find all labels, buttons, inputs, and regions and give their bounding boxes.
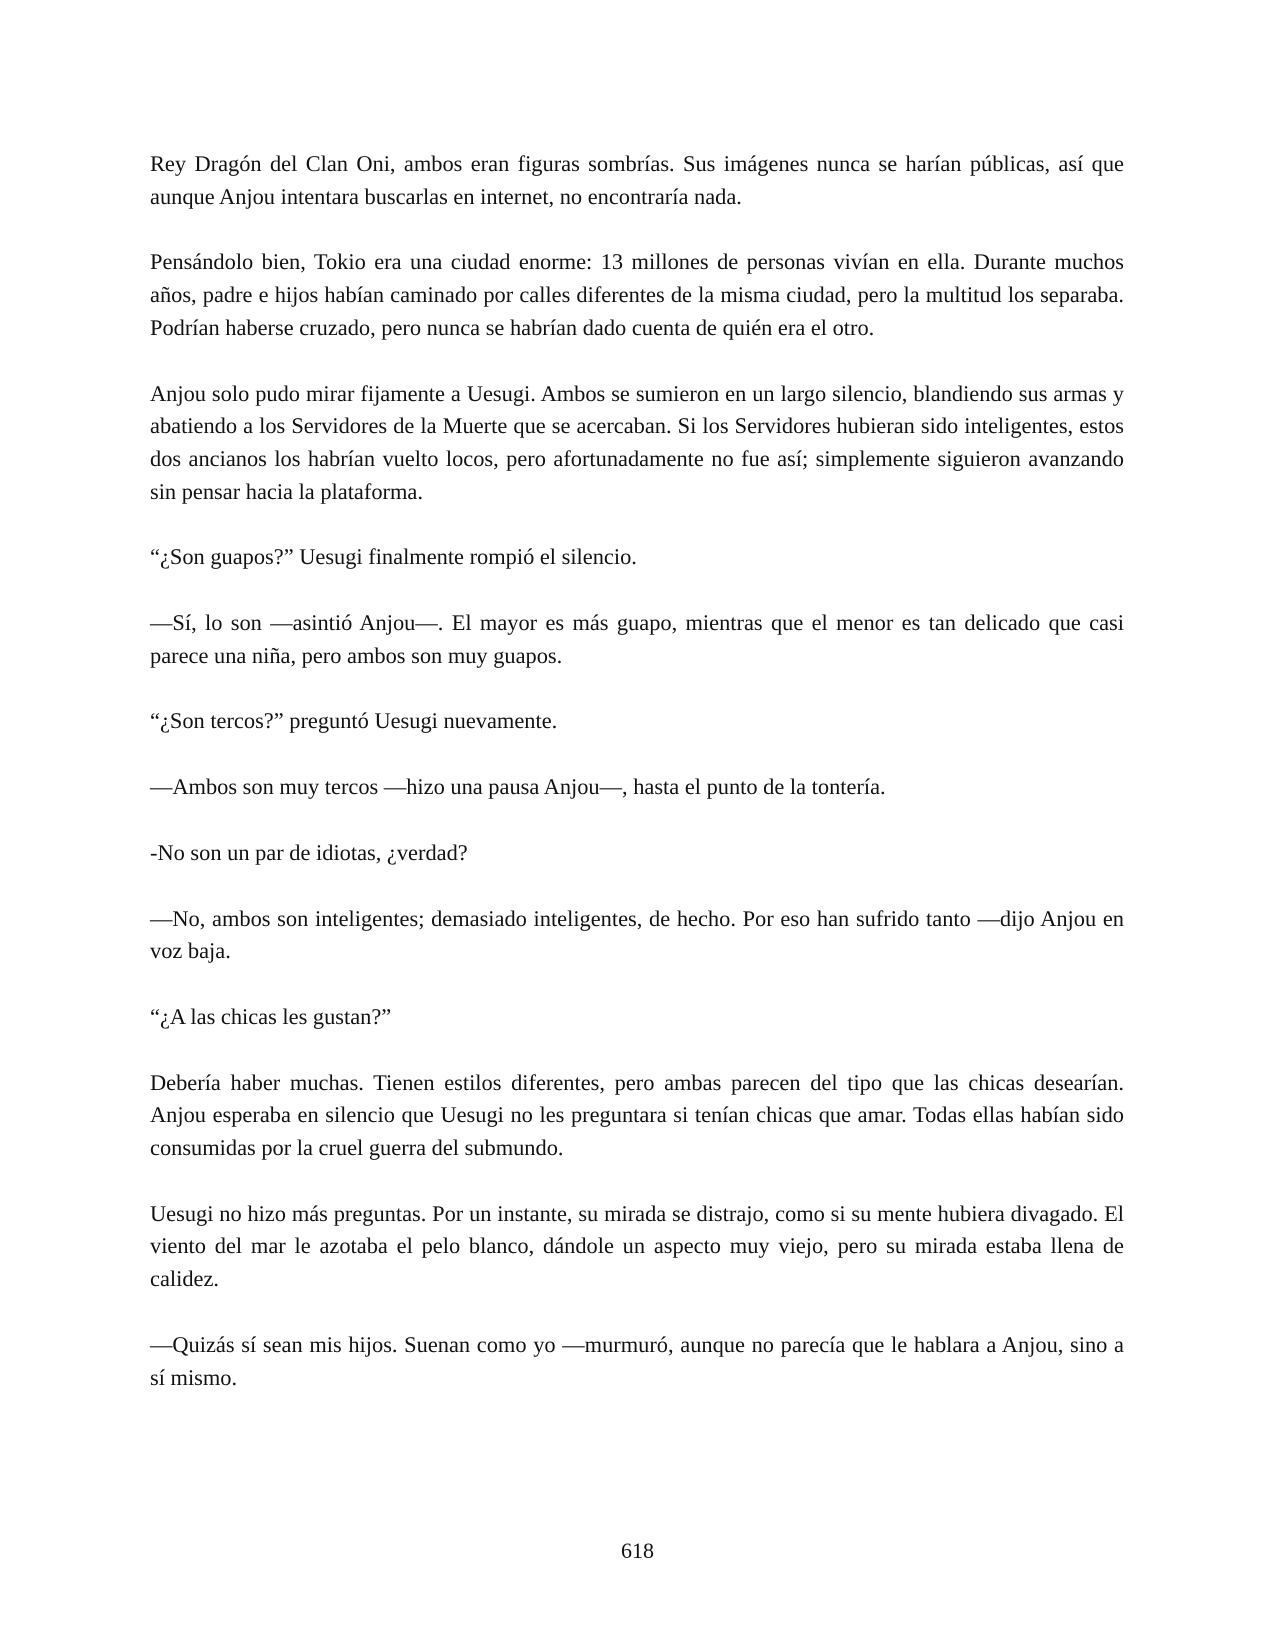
paragraph: Pensándolo bien, Tokio era una ciudad enorme: 13 millones de personas vivían en ella. Durante muchos años, padre e hijos habían caminado por calles diferentes de la misma ciudad, pero la multitud los separaba. Podrían haberse cruzado, pero nunca se habrían dado cuenta de quién era el otro. <box>150 249 1124 340</box>
paragraph: Anjou solo pudo mirar fijamente a Uesugi. Ambos se sumieron en un largo silencio, blandiendo sus armas y abatiendo a los Servidores de la Muerte que se acercaban. Si los Servidores hubieran sido inteligentes, estos dos ancianos los habrían vuelto locos, pero afortunadamente no fue así; simplemente siguieron avanzando sin pensar hacia la plataforma. <box>150 380 1124 504</box>
paragraph: -No son un par de idiotas, ¿verdad? <box>150 839 468 865</box>
paragraph: “¿A las chicas les gustan?” <box>150 1003 392 1029</box>
paragraph: —Sí, lo son —asintió Anjou—. El mayor es más guapo, mientras que el menor es tan delicado que casi parece una niña, pero ambos son muy guapos. <box>150 610 1124 668</box>
paragraph: Debería haber muchas. Tienen estilos diferentes, pero ambas parecen del tipo que las chicas desearían. Anjou esperaba en silencio que Uesugi no les preguntara si tenían chicas que amar. Todas ellas habían sido consumidas por la cruel guerra del submundo. <box>150 1069 1124 1161</box>
paragraph: Uesugi no hizo más preguntas. Por un instante, su mirada se distrajo, como si su mente hubiera divagado. El viento del mar le azotaba el pelo blanco, dándole un aspecto muy viejo, pero su mirada estaba llena de calidez. <box>150 1200 1124 1292</box>
paragraph: —No, ambos son inteligentes; demasiado inteligentes, de hecho. Por eso han sufrido tanto —dijo Anjou en voz baja. <box>150 905 1124 964</box>
paragraph: “¿Son guapos?” Uesugi finalmente rompió el silencio. <box>150 544 637 570</box>
paragraph: —Quizás sí sean mis hijos. Suenan como yo —murmuró, aunque no parecía que le hablara a Anjou, sino a sí mismo. <box>150 1331 1124 1390</box>
body-text <box>150 148 1124 1427</box>
paragraph: —Ambos son muy tercos —hizo una pausa Anjou—, hasta el punto de la tontería. <box>150 774 886 800</box>
paragraph: “¿Son tercos?” preguntó Uesugi nuevamente. <box>150 708 558 734</box>
page-number: 618 <box>621 1538 654 1563</box>
paragraph: Rey Dragón del Clan Oni, ambos eran figuras sombrías. Sus imágenes nunca se harían públicas, así que aunque Anjou intentara buscarlas en internet, no encontraría nada. <box>150 151 1124 209</box>
